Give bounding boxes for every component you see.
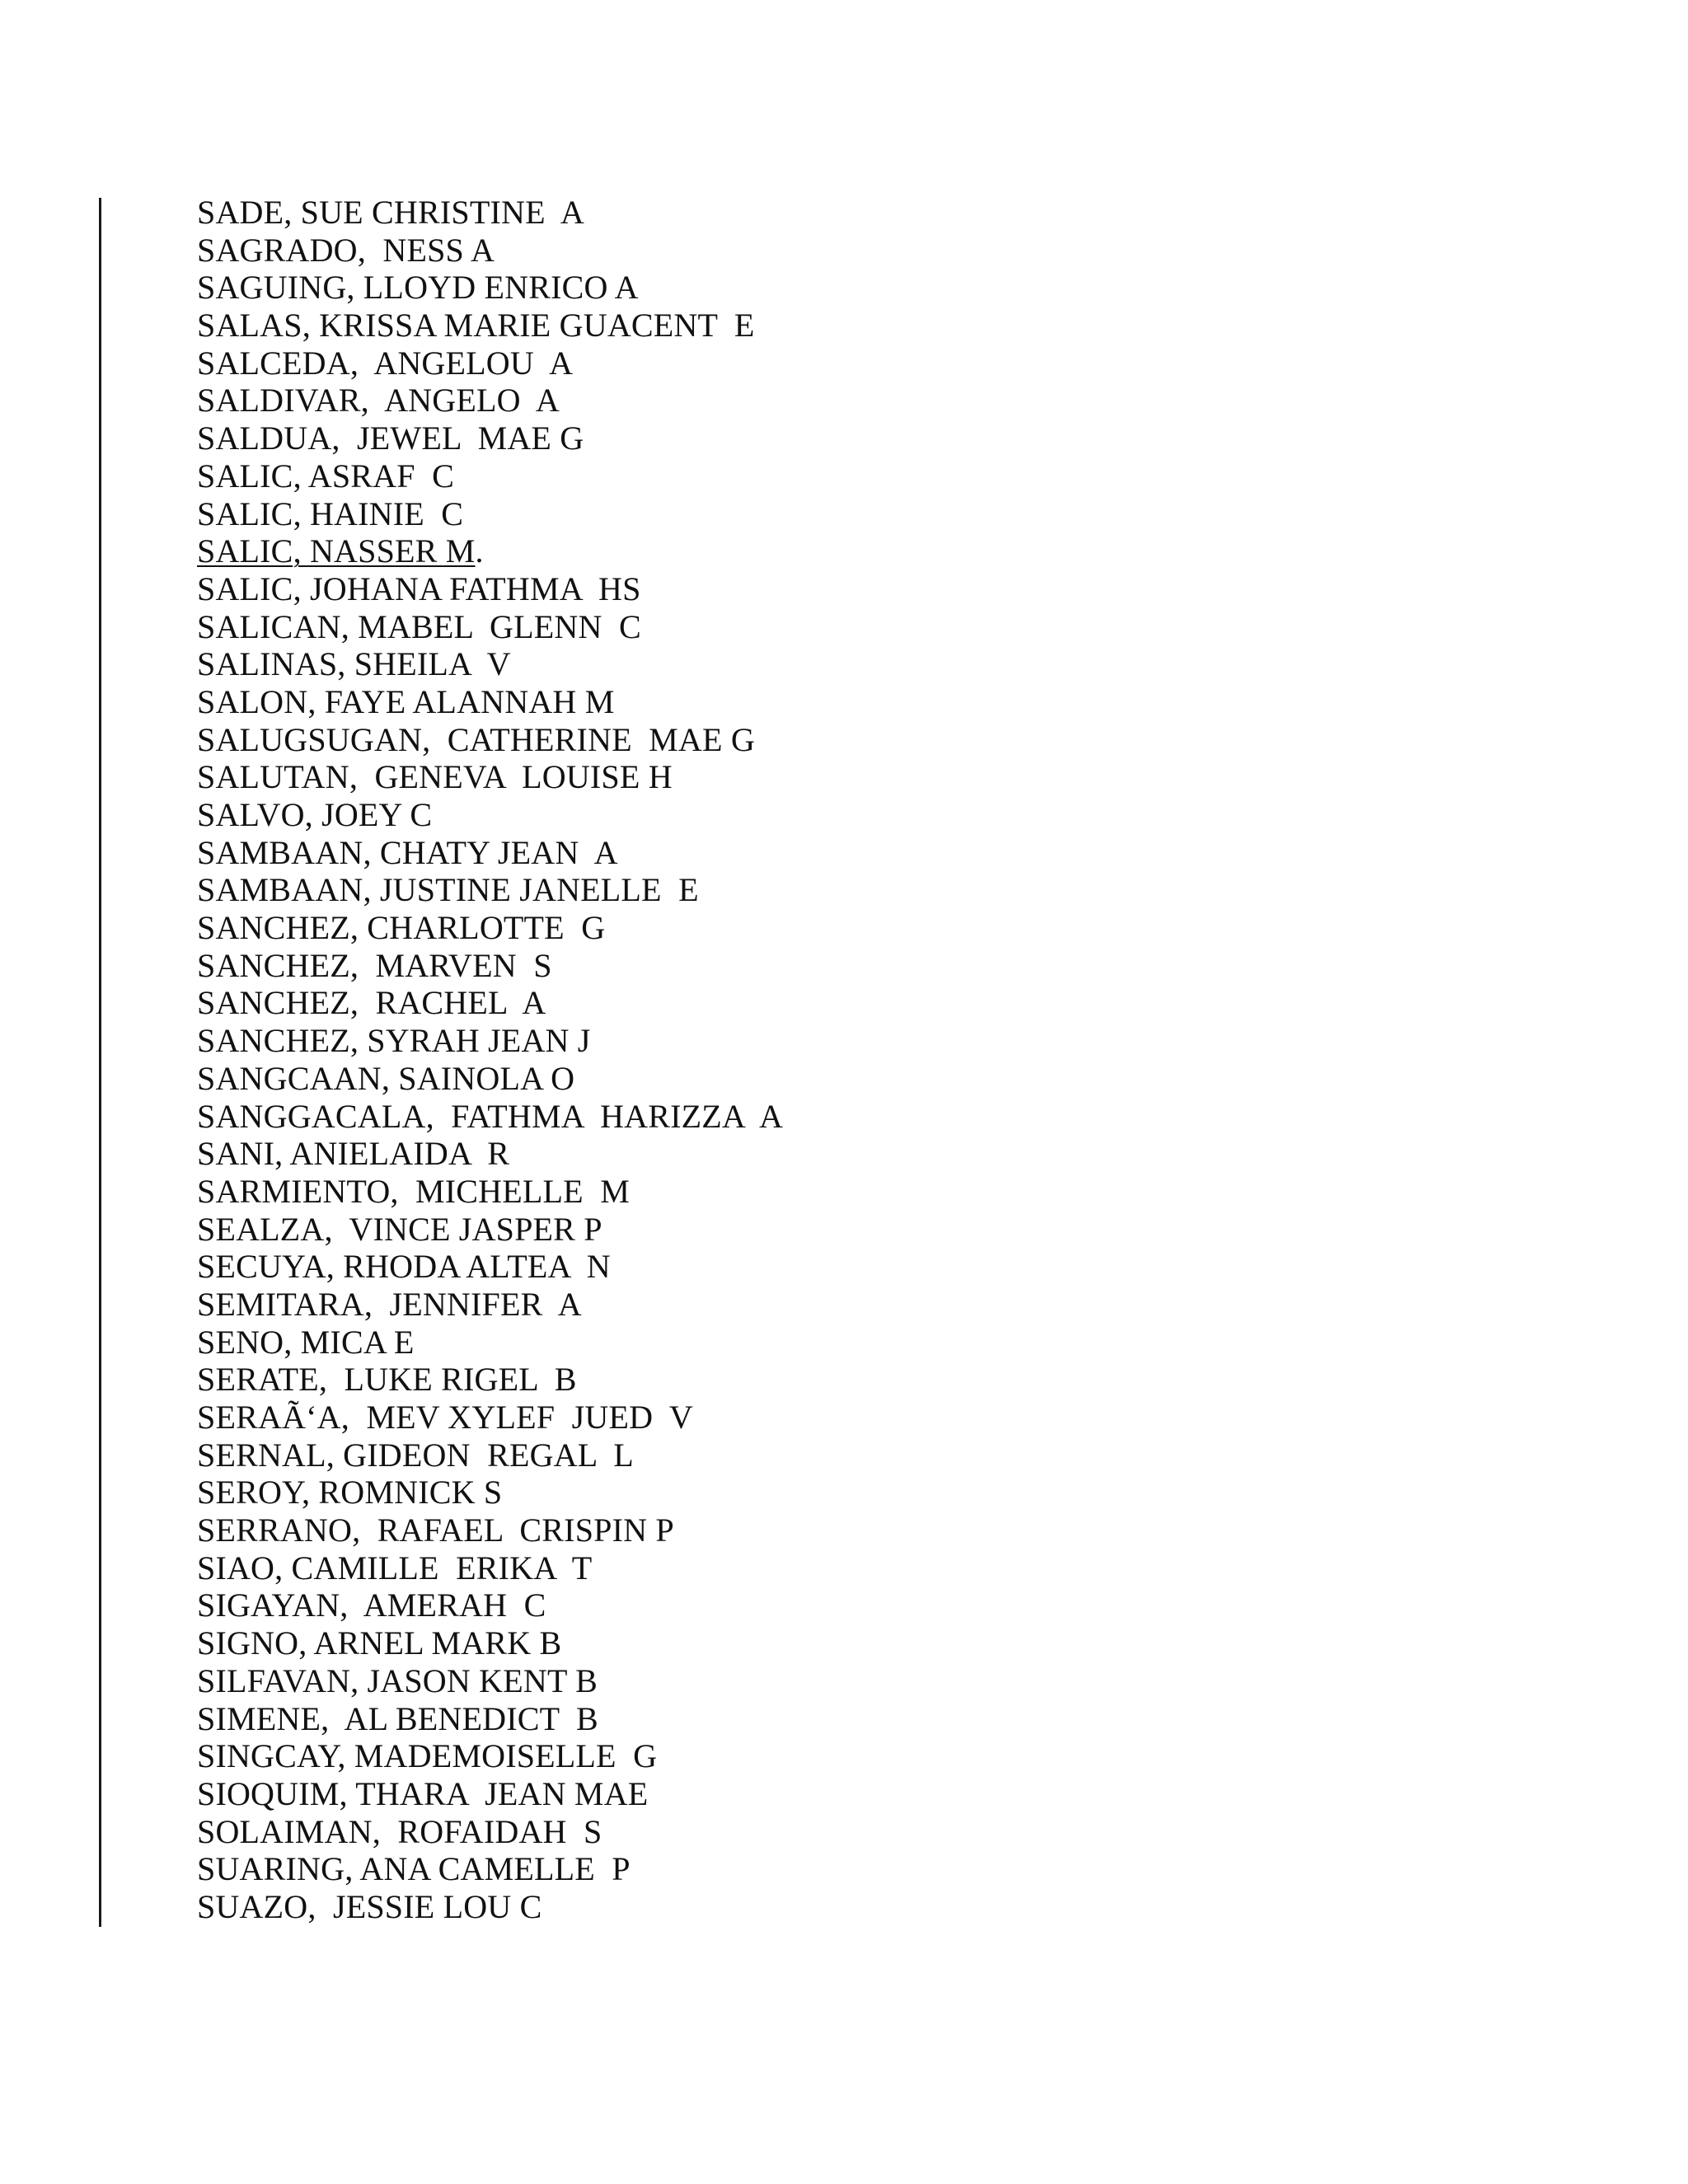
list-item: SERATE, LUKE RIGEL B bbox=[197, 1361, 577, 1399]
list-item: SEALZA, VINCE JASPER P bbox=[197, 1210, 603, 1248]
list-item: SEROY, ROMNICK S bbox=[197, 1474, 503, 1511]
list-item: SANGGACALA, FATHMA HARIZZA A bbox=[197, 1097, 784, 1135]
list-item: SERAÃ‘A, MEV XYLEF JUED V bbox=[197, 1399, 693, 1436]
list-item: SIGNO, ARNEL MARK B bbox=[197, 1624, 562, 1662]
list-item-underlined: SALIC, NASSER M. bbox=[197, 532, 484, 570]
list-item: SEMITARA, JENNIFER A bbox=[197, 1285, 582, 1323]
list-item: SADE, SUE CHRISTINE A bbox=[197, 194, 584, 231]
list-item: SIMENE, AL BENEDICT B bbox=[197, 1699, 598, 1737]
list-item: SINGCAY, MADEMOISELLE G bbox=[197, 1737, 658, 1775]
list-item: SALDIVAR, ANGELO A bbox=[197, 382, 560, 419]
list-item: SALVO, JOEY C bbox=[197, 796, 433, 833]
list-item: SAGUING, LLOYD ENRICO A bbox=[197, 269, 639, 307]
list-item: SANCHEZ, RACHEL A bbox=[197, 984, 546, 1022]
list-item: SALCEDA, ANGELOU A bbox=[197, 344, 574, 382]
list-item: SALUTAN, GENEVA LOUISE H bbox=[197, 758, 673, 796]
list-item: SALIC, JOHANA FATHMA HS bbox=[197, 569, 641, 607]
list-item: SUARING, ANA CAMELLE P bbox=[197, 1850, 631, 1888]
list-item: SIGAYAN, AMERAH C bbox=[197, 1586, 546, 1624]
list-item: SANCHEZ, CHARLOTTE G bbox=[197, 909, 606, 947]
list-item: SAGRADO, NESS A bbox=[197, 231, 495, 269]
margin-change-bar bbox=[99, 198, 101, 1927]
list-item: SANCHEZ, SYRAH JEAN J bbox=[197, 1022, 591, 1060]
list-item: SALIC, ASRAF C bbox=[197, 457, 454, 494]
list-item: SANGCAAN, SAINOLA O bbox=[197, 1059, 575, 1097]
list-item: SILFAVAN, JASON KENT B bbox=[197, 1661, 598, 1699]
list-item: SANI, ANIELAIDA R bbox=[197, 1135, 510, 1173]
list-item: SIAO, CAMILLE ERIKA T bbox=[197, 1549, 593, 1586]
list-item: SOLAIMAN, ROFAIDAH S bbox=[197, 1812, 603, 1850]
list-item: SAMBAAN, CHATY JEAN A bbox=[197, 833, 618, 871]
list-item: SALON, FAYE ALANNAH M bbox=[197, 682, 615, 720]
name-list bbox=[197, 194, 783, 1926]
list-item: SANCHEZ, MARVEN S bbox=[197, 946, 552, 984]
list-item: SIOQUIM, THARA JEAN MAE bbox=[197, 1774, 649, 1812]
list-item: SAMBAAN, JUSTINE JANELLE E bbox=[197, 871, 699, 909]
list-item: SALAS, KRISSA MARIE GUACENT E bbox=[197, 307, 755, 344]
list-item: SERNAL, GIDEON REGAL L bbox=[197, 1436, 634, 1474]
list-item: SALICAN, MABEL GLENN C bbox=[197, 607, 641, 645]
list-item: SECUYA, RHODA ALTEA N bbox=[197, 1248, 611, 1286]
list-item: SALIC, HAINIE C bbox=[197, 494, 464, 532]
list-item: SENO, MICA E bbox=[197, 1323, 415, 1361]
list-item: SALUGSUGAN, CATHERINE MAE G bbox=[197, 720, 755, 758]
list-item: SARMIENTO, MICHELLE M bbox=[197, 1172, 630, 1210]
list-item: SALDUA, JEWEL MAE G bbox=[197, 419, 584, 457]
list-item: SERRANO, RAFAEL CRISPIN P bbox=[197, 1511, 674, 1549]
list-item: SUAZO, JESSIE LOU C bbox=[197, 1887, 542, 1925]
list-item: SALINAS, SHEILA V bbox=[197, 645, 511, 683]
